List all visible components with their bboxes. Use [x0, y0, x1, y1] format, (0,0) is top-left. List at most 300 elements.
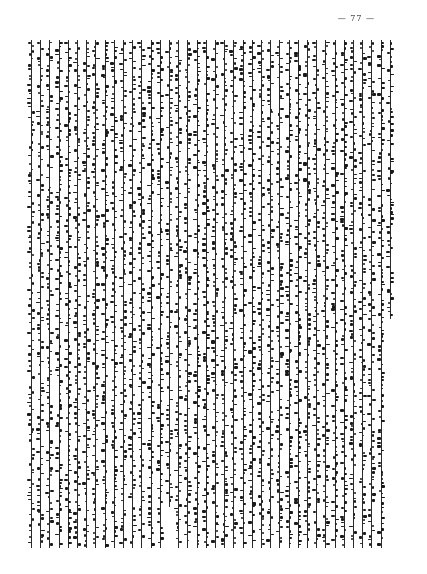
script-glyph [390, 86, 394, 87]
script-glyph [64, 42, 68, 44]
script-glyph [308, 287, 310, 290]
script-glyph [326, 101, 329, 102]
script-glyph [114, 137, 118, 138]
script-glyph [158, 152, 160, 155]
script-glyph [114, 345, 117, 347]
script-glyph [390, 217, 393, 220]
script-glyph [252, 56, 256, 59]
script-glyph [47, 286, 50, 288]
script-glyph [363, 427, 365, 430]
script-glyph [216, 473, 218, 476]
script-glyph [257, 475, 261, 477]
script-glyph [335, 172, 338, 175]
script-glyph [287, 160, 289, 163]
script-glyph [32, 349, 34, 351]
script-glyph [289, 87, 291, 89]
script-glyph [59, 479, 63, 481]
script-glyph [68, 286, 72, 288]
script-glyph [68, 396, 70, 399]
script-glyph [188, 116, 191, 118]
script-glyph [179, 317, 181, 320]
script-glyph [326, 131, 328, 132]
script-glyph [75, 275, 77, 277]
script-glyph [160, 273, 164, 276]
script-glyph [286, 272, 289, 274]
script-glyph [83, 279, 86, 281]
script-glyph [259, 396, 261, 398]
script-glyph [188, 481, 191, 483]
script-glyph [259, 379, 261, 381]
script-glyph [204, 416, 206, 418]
script-glyph [381, 528, 384, 530]
script-glyph [73, 521, 77, 523]
script-glyph [266, 539, 270, 541]
script-glyph [354, 197, 358, 199]
script-glyph [195, 498, 197, 501]
script-glyph [216, 295, 219, 297]
script-glyph [314, 327, 316, 330]
script-glyph [332, 95, 335, 97]
script-glyph [240, 532, 242, 534]
script-glyph [351, 371, 353, 374]
script-glyph [308, 262, 312, 264]
script-glyph [344, 134, 347, 135]
script-glyph [151, 339, 153, 341]
script-glyph [243, 184, 246, 186]
script-glyph [160, 473, 163, 475]
script-glyph [262, 155, 265, 158]
script-glyph [271, 236, 274, 238]
script-glyph [267, 137, 270, 140]
script-glyph [368, 424, 372, 426]
script-glyph [120, 151, 123, 152]
script-glyph [220, 325, 224, 326]
script-glyph [64, 366, 67, 368]
script-glyph [390, 65, 393, 68]
script-glyph [41, 219, 45, 221]
script-glyph [73, 512, 77, 515]
script-glyph [271, 122, 273, 124]
script-glyph [41, 395, 43, 396]
script-glyph [170, 112, 172, 114]
script-glyph [59, 435, 61, 436]
script-glyph [267, 117, 270, 120]
script-glyph [50, 508, 53, 510]
script-glyph [326, 141, 329, 143]
script-glyph [179, 249, 183, 250]
script-glyph [124, 400, 126, 403]
script-glyph [298, 338, 300, 341]
script-glyph [335, 489, 338, 491]
script-glyph [262, 206, 265, 209]
script-glyph [289, 130, 293, 132]
script-glyph [68, 423, 71, 425]
script-glyph [41, 276, 45, 277]
script-glyph [39, 364, 41, 365]
script-glyph [32, 124, 34, 126]
script-glyph [230, 54, 233, 56]
script-glyph [203, 296, 205, 298]
script-glyph [381, 184, 383, 185]
script-glyph [184, 460, 188, 461]
script-glyph [289, 445, 292, 447]
script-glyph [41, 410, 45, 413]
mongolian-text-body [28, 40, 404, 548]
text-column [252, 40, 253, 548]
script-glyph [170, 167, 174, 168]
script-glyph [262, 187, 266, 189]
script-glyph [176, 42, 179, 44]
script-glyph [151, 122, 153, 124]
script-glyph [252, 367, 254, 369]
script-glyph [262, 239, 264, 241]
script-glyph [377, 170, 381, 172]
script-glyph [267, 49, 270, 51]
script-glyph [377, 543, 380, 545]
script-glyph [160, 368, 163, 371]
script-glyph [390, 129, 394, 132]
text-column [261, 40, 262, 548]
script-glyph [151, 240, 154, 241]
script-glyph [56, 452, 59, 455]
script-glyph [101, 460, 105, 463]
script-glyph [304, 252, 307, 255]
script-glyph [87, 257, 89, 260]
script-glyph [225, 137, 227, 139]
script-glyph [308, 343, 310, 346]
script-glyph [197, 160, 199, 161]
script-glyph [156, 468, 160, 471]
script-glyph [262, 333, 264, 335]
script-glyph [317, 429, 320, 431]
script-glyph [160, 165, 163, 168]
script-glyph [262, 450, 266, 452]
script-glyph [285, 346, 288, 347]
script-glyph [280, 42, 283, 43]
script-glyph [68, 120, 70, 123]
script-glyph [105, 95, 108, 96]
script-glyph [119, 542, 123, 544]
script-glyph [303, 75, 307, 77]
script-glyph [248, 521, 252, 524]
script-glyph [105, 501, 107, 504]
script-glyph [124, 42, 127, 45]
script-glyph [372, 123, 374, 124]
script-glyph [87, 328, 89, 331]
script-glyph [390, 199, 392, 200]
script-glyph [114, 395, 116, 396]
script-glyph [350, 202, 353, 204]
script-glyph [287, 229, 289, 232]
script-glyph [121, 134, 123, 137]
script-glyph [193, 313, 196, 314]
script-glyph [179, 444, 182, 447]
script-glyph [351, 112, 353, 114]
script-glyph [96, 424, 98, 427]
script-glyph [110, 129, 114, 131]
script-glyph [151, 336, 153, 339]
script-glyph [149, 366, 151, 368]
script-glyph [114, 117, 116, 118]
script-glyph [96, 326, 99, 327]
script-glyph [230, 492, 233, 493]
script-glyph [206, 118, 208, 121]
script-glyph [96, 329, 99, 330]
script-glyph [350, 439, 353, 441]
script-glyph [112, 380, 114, 382]
script-glyph [240, 328, 243, 329]
script-glyph [234, 122, 236, 124]
script-glyph [294, 182, 297, 184]
script-glyph [248, 393, 252, 396]
script-glyph [222, 379, 225, 381]
script-glyph [68, 172, 71, 174]
script-glyph [151, 77, 153, 79]
script-glyph [68, 57, 72, 59]
script-glyph [379, 102, 381, 105]
script-glyph [331, 279, 335, 281]
script-glyph [360, 62, 362, 64]
script-glyph [41, 213, 44, 216]
script-glyph [87, 225, 91, 228]
script-glyph [315, 154, 317, 156]
script-glyph [308, 446, 310, 447]
script-glyph [225, 455, 229, 457]
script-glyph [285, 373, 289, 376]
script-glyph [286, 312, 289, 315]
script-glyph [308, 56, 311, 59]
script-glyph [32, 202, 35, 205]
script-glyph [68, 464, 71, 465]
script-glyph [41, 174, 44, 175]
script-glyph [280, 287, 284, 290]
script-glyph [179, 396, 183, 399]
script-glyph [124, 273, 126, 274]
script-glyph [381, 115, 383, 118]
script-glyph [147, 90, 150, 93]
script-glyph [87, 42, 89, 44]
script-glyph [197, 71, 201, 73]
script-glyph [234, 252, 236, 253]
script-glyph [103, 225, 105, 228]
script-glyph [124, 342, 126, 344]
script-glyph [59, 179, 61, 181]
script-glyph [326, 429, 330, 432]
script-glyph [252, 159, 254, 161]
script-glyph [68, 345, 70, 348]
script-glyph [59, 467, 62, 469]
script-glyph [188, 380, 191, 383]
script-glyph [59, 298, 62, 300]
script-glyph [133, 169, 136, 171]
script-glyph [326, 443, 329, 445]
script-glyph [267, 385, 270, 387]
script-glyph [96, 149, 99, 150]
script-glyph [354, 412, 358, 413]
script-glyph [286, 83, 288, 85]
script-glyph [259, 256, 261, 257]
script-glyph [188, 493, 191, 496]
script-glyph [102, 298, 104, 301]
script-glyph [243, 426, 246, 428]
script-glyph [266, 308, 270, 311]
script-glyph [262, 518, 264, 520]
script-glyph [379, 327, 381, 328]
script-glyph [188, 490, 192, 492]
script-glyph [317, 492, 320, 493]
script-glyph [87, 411, 90, 414]
script-glyph [105, 195, 109, 196]
script-glyph [381, 272, 383, 274]
script-glyph [124, 323, 128, 326]
script-glyph [271, 469, 273, 471]
script-glyph [133, 451, 135, 452]
script-glyph [179, 62, 181, 65]
script-glyph [197, 83, 199, 84]
script-glyph [252, 270, 255, 272]
script-glyph [225, 149, 228, 151]
script-glyph [56, 336, 59, 338]
script-glyph [252, 229, 255, 230]
script-glyph [298, 276, 302, 279]
script-glyph [59, 130, 62, 131]
script-glyph [212, 454, 215, 456]
script-glyph [298, 256, 302, 258]
script-glyph [289, 155, 292, 158]
script-glyph [381, 303, 384, 305]
script-glyph [202, 47, 206, 49]
script-glyph [101, 169, 105, 172]
script-glyph [197, 482, 200, 484]
script-glyph [120, 357, 123, 358]
script-glyph [111, 511, 114, 514]
script-glyph [121, 493, 123, 495]
script-glyph [160, 110, 162, 113]
script-glyph [130, 471, 133, 473]
script-glyph [225, 126, 227, 127]
script-glyph [197, 256, 199, 257]
script-glyph [234, 379, 237, 381]
script-glyph [160, 437, 163, 438]
script-glyph [197, 225, 200, 227]
script-glyph [363, 128, 365, 129]
script-glyph [234, 419, 238, 421]
script-glyph [50, 155, 54, 158]
script-glyph [340, 64, 344, 65]
script-glyph [206, 468, 208, 471]
script-glyph [179, 246, 183, 247]
script-glyph [166, 239, 169, 240]
script-glyph [304, 153, 307, 154]
script-glyph [151, 380, 153, 382]
script-glyph [68, 213, 71, 215]
script-glyph [68, 282, 70, 285]
script-glyph [271, 151, 275, 152]
script-glyph [37, 122, 40, 125]
script-glyph [240, 226, 242, 228]
script-glyph [258, 302, 261, 305]
script-glyph [243, 342, 246, 344]
script-glyph [280, 295, 284, 297]
script-glyph [66, 101, 68, 103]
script-glyph [317, 195, 319, 197]
script-glyph [87, 148, 90, 150]
script-glyph [29, 53, 31, 55]
script-glyph [151, 133, 153, 136]
script-glyph [350, 376, 353, 379]
script-glyph [124, 349, 127, 350]
script-glyph [203, 447, 206, 450]
script-glyph [332, 415, 334, 418]
script-glyph [257, 52, 261, 55]
script-glyph [240, 273, 242, 274]
script-glyph [105, 527, 107, 530]
script-glyph [36, 111, 40, 112]
script-glyph [151, 58, 154, 60]
script-glyph [188, 436, 192, 438]
script-glyph [32, 431, 34, 433]
script-glyph [344, 158, 346, 160]
script-glyph [379, 231, 381, 233]
script-glyph [234, 184, 236, 186]
script-glyph [289, 458, 292, 461]
script-glyph [225, 45, 228, 47]
script-glyph [314, 111, 316, 113]
script-glyph [239, 371, 242, 373]
script-glyph [372, 434, 374, 436]
script-glyph [68, 152, 71, 153]
script-glyph [68, 318, 71, 319]
script-glyph [286, 53, 288, 55]
script-glyph [267, 270, 270, 271]
script-glyph [331, 167, 334, 170]
script-glyph [332, 232, 335, 233]
script-glyph [167, 293, 169, 294]
script-glyph [133, 487, 136, 489]
script-glyph [82, 161, 86, 163]
script-glyph [96, 92, 99, 94]
script-glyph [75, 431, 77, 433]
script-glyph [114, 535, 118, 538]
script-glyph [32, 292, 34, 295]
script-glyph [151, 169, 154, 172]
script-glyph [372, 93, 376, 96]
script-glyph [323, 491, 326, 492]
script-glyph [151, 177, 155, 179]
script-glyph [248, 535, 252, 537]
script-glyph [74, 114, 77, 115]
script-glyph [105, 175, 107, 177]
script-glyph [170, 170, 172, 171]
script-glyph [111, 412, 114, 415]
script-glyph [378, 78, 381, 79]
script-glyph [175, 411, 178, 413]
script-glyph [105, 110, 107, 113]
script-glyph [177, 181, 179, 184]
script-glyph [111, 67, 113, 68]
script-glyph [29, 247, 31, 250]
script-glyph [179, 267, 182, 268]
script-glyph [317, 464, 321, 467]
script-glyph [149, 477, 151, 478]
script-glyph [32, 457, 34, 460]
script-glyph [344, 488, 348, 490]
script-glyph [29, 365, 31, 367]
script-glyph [271, 219, 273, 222]
script-glyph [381, 321, 383, 323]
script-glyph [359, 443, 362, 446]
script-glyph [206, 219, 209, 221]
